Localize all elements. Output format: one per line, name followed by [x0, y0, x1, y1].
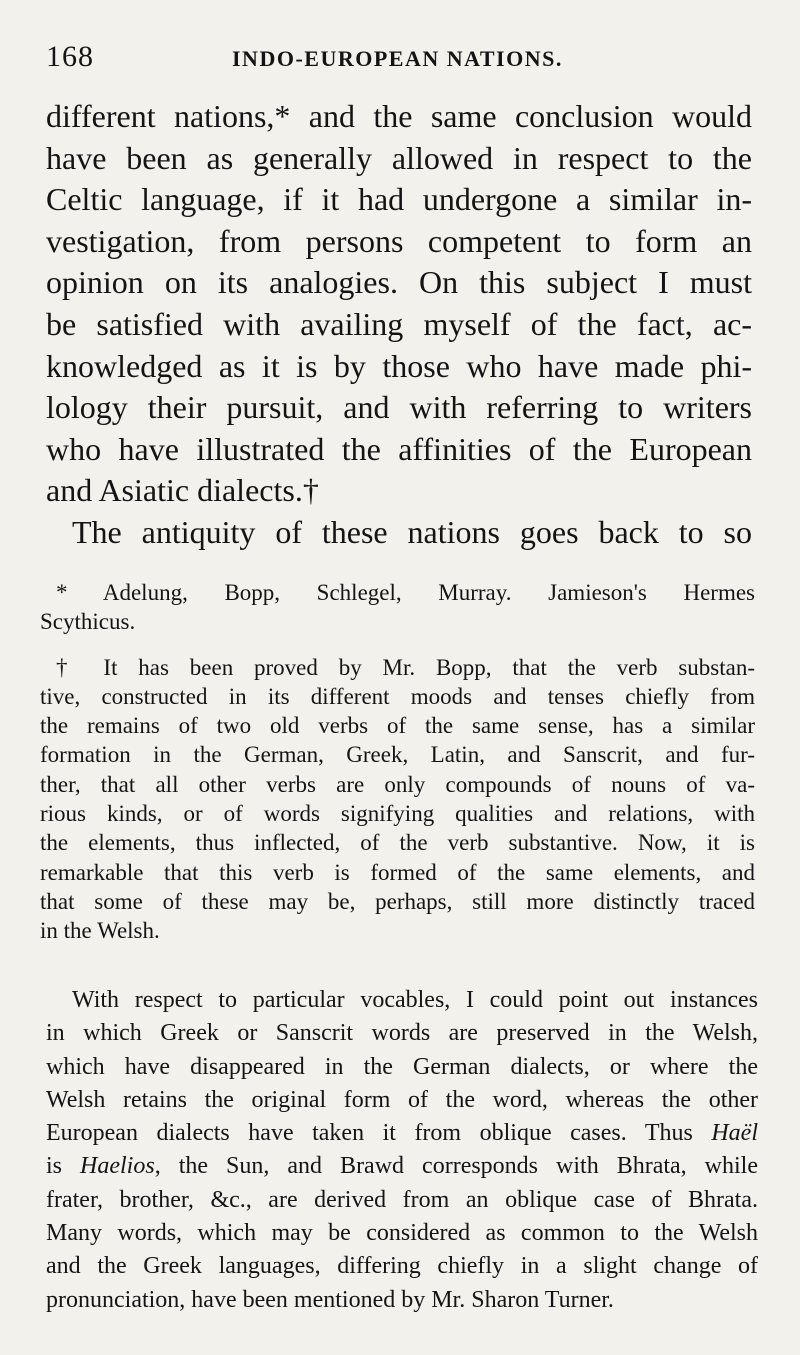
- footnote-line: ther, that all other verbs are only compounds of nouns of va-: [40, 771, 755, 797]
- text-line: vestigation, from persons competent to form an: [46, 222, 752, 259]
- text-line: in which Greek or Sanscrit words are preserved in the Welsh,: [46, 1020, 758, 1047]
- footnote-1: [40, 578, 755, 637]
- main-paragraph: [46, 96, 752, 554]
- page-number: 168: [46, 40, 94, 73]
- text-line: Welsh retains the original form of the word, whereas the other: [46, 1086, 758, 1113]
- text-line: frater, brother, &c., are derived from an oblique case of Bhrata.: [46, 1186, 758, 1213]
- footnote-line: the remains of two old verbs of the same sense, has a similar: [40, 713, 755, 739]
- footnote-line: the elements, thus inflected, of the verb substantive. Now, it is: [40, 830, 755, 856]
- text-line-with-italic: [46, 1117, 758, 1150]
- text-line: lology their pursuit, and with referring to writers: [46, 389, 752, 426]
- footnote-line: that some of these may be, perhaps, still more distinctly traced: [40, 888, 755, 914]
- continuation-paragraph: [46, 984, 758, 1317]
- text-line: opinion on its analogies. On this subject I must: [46, 264, 752, 301]
- text-segment: European dialects have taken it from oblique cases. Thus: [46, 1120, 712, 1147]
- page-header: [46, 40, 766, 80]
- running-title: INDO-EUROPEAN NATIONS.: [232, 46, 563, 71]
- text-line: which have disappeared in the German dialects, or where the: [46, 1053, 758, 1080]
- footnote-line: rious kinds, or of words signifying qualities and relations, with: [40, 801, 755, 827]
- text-line: who have illustrated the affinities of the European: [46, 430, 752, 467]
- footnote-line: * Adelung, Bopp, Schlegel, Murray. Jamieson's Hermes: [56, 580, 755, 605]
- text-line: be satisfied with availing myself of the fact, ac-: [46, 305, 752, 342]
- text-line: Celtic language, if it had undergone a similar in-: [46, 181, 752, 218]
- text-segment: , the Sun, and Brawd corresponds with Bhrata, while: [154, 1153, 759, 1180]
- text-segment: is: [46, 1153, 81, 1180]
- text-line: have been as generally allowed in respect to the: [46, 139, 752, 176]
- italic-word: Haël: [711, 1120, 758, 1147]
- footnote-line: tive, constructed in its different moods and tenses chiefly from: [40, 683, 755, 709]
- text-line: Many words, which may be considered as common to the Welsh: [46, 1220, 758, 1247]
- text-line: The antiquity of these nations goes back to so: [72, 513, 752, 550]
- footnote-line: remarkable that this verb is formed of the same elements, and: [40, 859, 755, 885]
- italic-word: Haelios: [80, 1153, 155, 1180]
- text-line: pronunciation, have been mentioned by Mr. Sharon Turner.: [46, 1286, 614, 1313]
- footnote-line: formation in the German, Greek, Latin, and Sanscrit, and fur-: [40, 742, 755, 768]
- text-line: and Asiatic dialects.†: [46, 472, 319, 509]
- text-line: knowledged as it is by those who have made phi-: [46, 347, 752, 384]
- text-line: and the Greek languages, differing chiefly in a slight change of: [46, 1253, 758, 1280]
- text-line: different nations,* and the same conclusion would: [46, 98, 752, 134]
- footnote-2: [40, 653, 755, 946]
- footnotes: [40, 578, 755, 962]
- text-line-with-italic: [46, 1150, 758, 1183]
- text-line: With respect to particular vocables, I could point out instances: [72, 987, 758, 1013]
- footnote-line: Scythicus.: [40, 609, 136, 635]
- footnote-line: † It has been proved by Mr. Bopp, that the verb substan-: [56, 654, 755, 680]
- footnote-line: in the Welsh.: [40, 918, 160, 944]
